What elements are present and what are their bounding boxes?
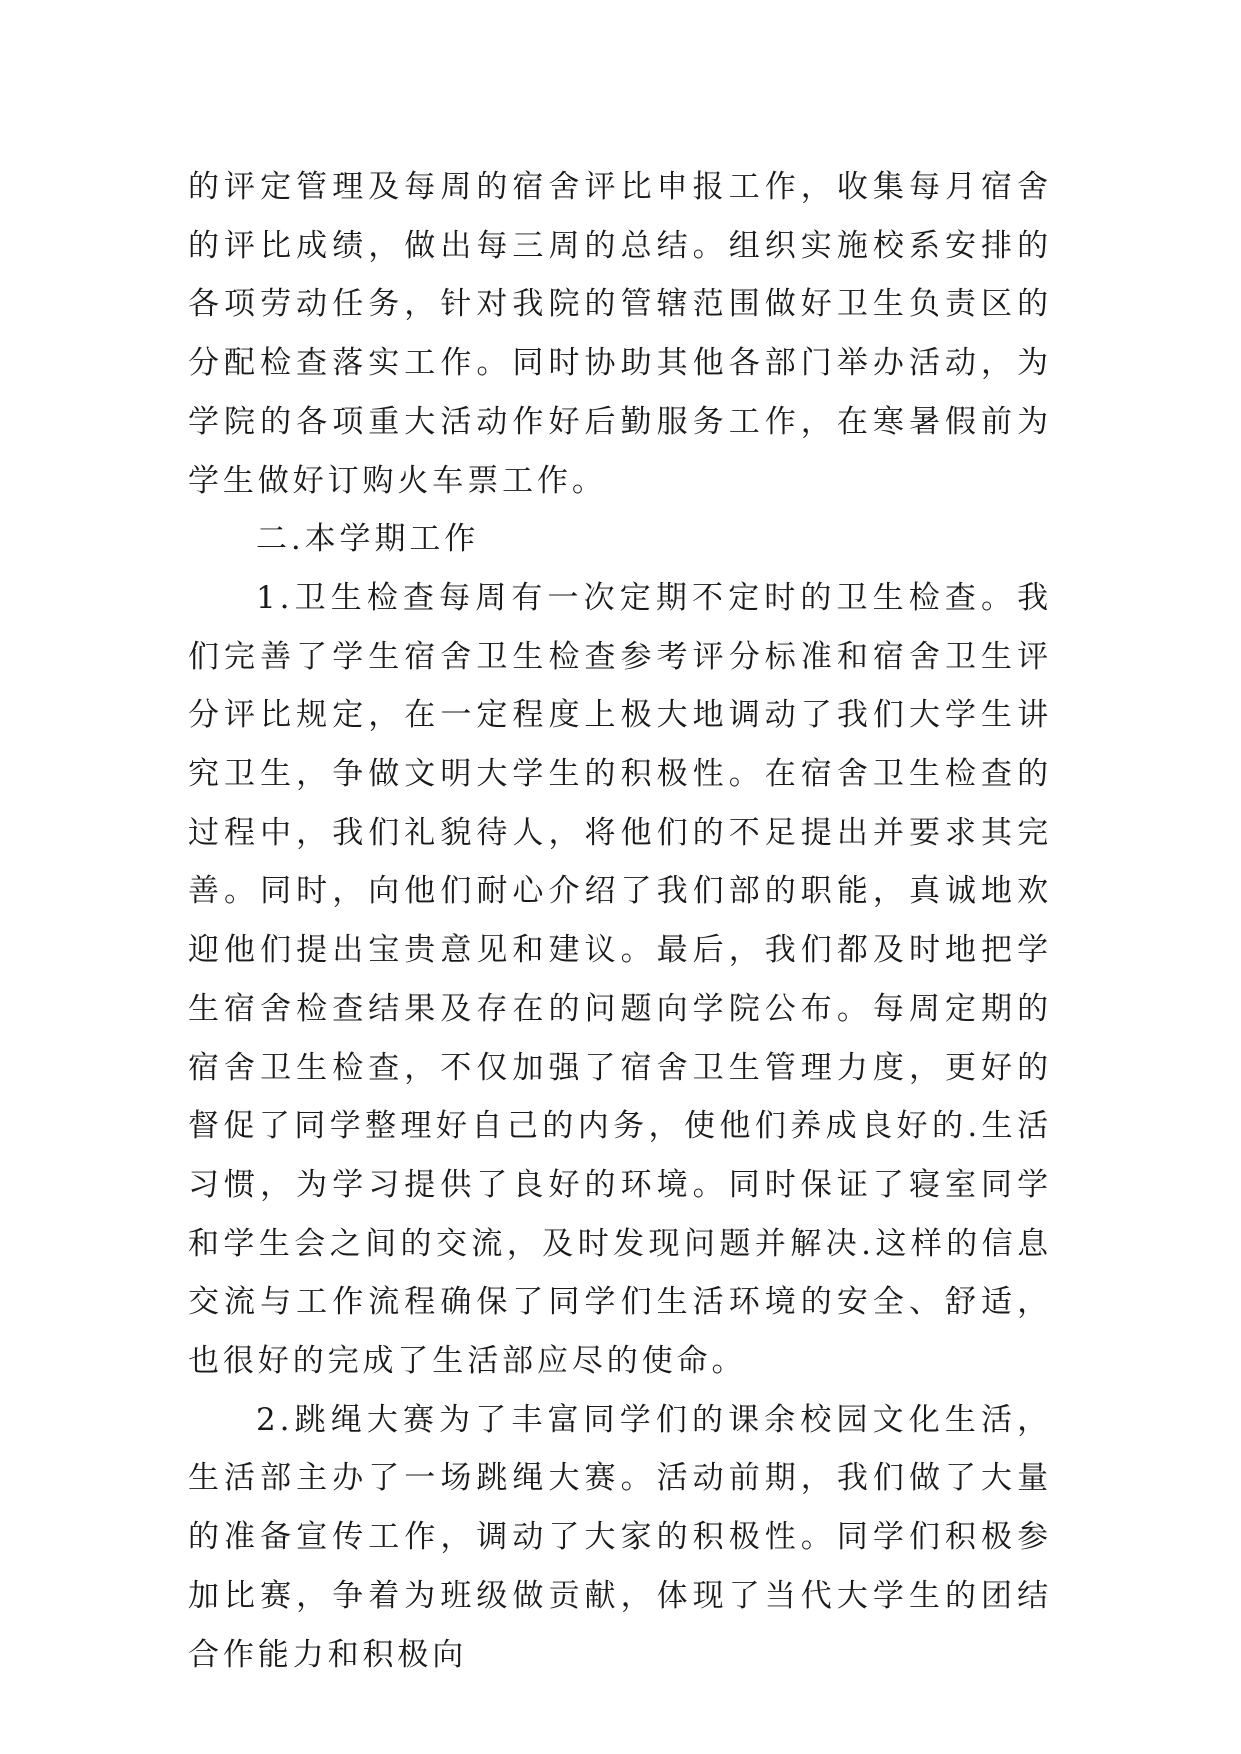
section-heading-this-semester: 二.本学期工作: [256, 521, 480, 558]
paragraph-hygiene-inspection: 1.卫生检查每周有一次定期不定时的卫生检查。我们完善了学生宿舍卫生检查参考评分标准和宿舍卫生评分评比规定，在一定程度上极大地调动了我们大学生讲究卫生，争做文明大学生的积极性。在宿舍卫生检查的过程中，我们礼貌待人，将他们的不足提出并要求其完善。同时，向他们耐心介绍了我们部的职能，真诚地欢迎他们提出宝贵意见和建议。最后，我们都及时地把学生宿舍检查结果及存在的问题向学院公布。每周定期的宿舍卫生检查，不仅加强了宿舍卫生管理力度，更好的督促了同学整理好自己的内务，使他们养成良好的.生活习惯，为学习提供了良好的环境。同时保证了寝室同学和学生会之间的交流，及时发现问题并解决.这样的信息交流与工作流程确保了同学们生活环境的安全、舒适，也很好的完成了生活部应尽的使命。: [188, 579, 1052, 1380]
document-body: [188, 158, 1052, 1684]
paragraph-jump-rope-contest: 2.跳绳大赛为了丰富同学们的课余校园文化生活，生活部主办了一场跳绳大赛。活动前期，我们做了大量的准备宣传工作，调动了大家的积极性。同学们积极参加比赛，争着为班级做贡献，体现了当代大学生的团结合作能力和积极向: [188, 1401, 1052, 1673]
paragraph-dorm-evaluation: 的评定管理及每周的宿舍评比申报工作，收集每月宿舍的评比成绩，做出每三周的总结。组织实施校系安排的各项劳动任务，针对我院的管辖范围做好卫生负责区的分配检查落实工作。同时协助其他各部门举办活动，为学院的各项重大活动作好后勤服务工作，在寒暑假前为学生做好订购火车票工作。: [188, 169, 1052, 499]
